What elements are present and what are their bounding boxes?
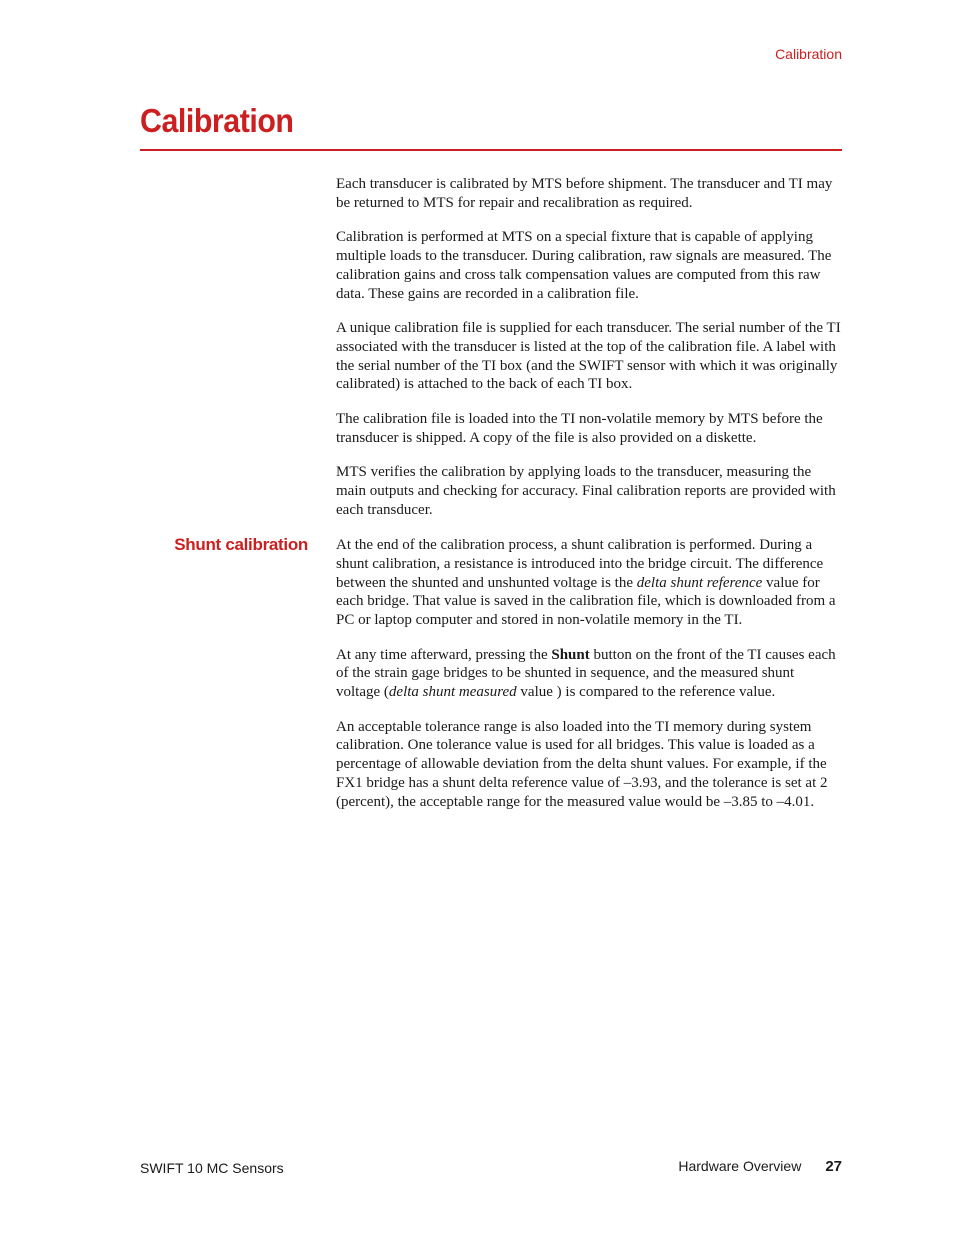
delta-shunt-measured-term: delta shunt measured [388,684,517,701]
intro-paragraph-5: MTS verifies the calibration by applying loads to the transducer, measuring the main outputs and checking for accuracy. Final calibration reports are provided with each transducer. [336,463,836,518]
page-title: Calibration [140,102,294,139]
shunt-section [336,536,842,812]
running-header: Calibration [775,46,842,62]
shunt-p1-text-a: At the end of the calibration process, a shunt calibration is performed. During a shunt calibration, a resistance is introduced into the bridge circuit. The difference between the shunted and unshunted voltage is the [336,537,824,591]
shunt-paragraph-3: An acceptable tolerance range is also loaded into the TI memory during system calibration. One tolerance value is used for all bridges. This value is loaded as a percentage of allowable deviation from the delta shunt values. For example, if the FX1 bridge has a shunt delta reference value of –3.93, and the tolerance is set at 2 (percent), the acceptable range for the measured value would be –3.85 to –4.01. [336,718,828,810]
page-number: 27 [825,1158,842,1175]
shunt-p2-text-a: At any time afterward, pressing the [336,646,552,663]
shunt-p1-text-b: value for each bridge. That value is saved in the calibration file, which is downloaded from a PC or laptop computer and stored in non-volatile memory in the TI. [336,574,836,629]
title-rule [140,149,842,151]
shunt-p2-text-b: button on the front of the TI causes each of the strain gage bridges to be shunted in sequence, and the measured shunt voltage ( [336,646,836,701]
shunt-calibration-heading: Shunt calibration [174,535,308,554]
shunt-paragraph-1 [336,536,842,630]
shunt-paragraph-2 [336,646,842,702]
intro-paragraph-2: Calibration is performed at MTS on a special fixture that is capable of applying multiple loads to the transducer. During calibration, raw signals are measured. The calibration gains and cross talk compensation values are computed from this raw data. These gains are recorded in a calibration file. [336,229,832,302]
intro-section [336,175,842,519]
shunt-p2-text-c: value ) is compared to the reference value. [516,684,776,701]
shunt-button-term: Shunt [551,646,590,663]
intro-paragraph-3: A unique calibration file is supplied for each transducer. The serial number of the TI associated with the transducer is listed at the top of the calibration file. A label with the serial number of the TI box (and the SWIFT sensor with which it was originally calibrated) is attached to the back of each TI box. [336,319,841,393]
delta-shunt-reference-term: delta shunt reference [636,574,763,591]
intro-paragraph-4: The calibration file is loaded into the TI non-volatile memory by MTS before the transducer is shipped. A copy of the file is also provided on a diskette. [336,410,823,446]
footer-doc-title: SWIFT 10 MC Sensors [140,1160,284,1176]
footer-right [678,1158,842,1175]
intro-paragraph-1: Each transducer is calibrated by MTS before shipment. The transducer and TI may be returned to MTS for repair and recalibration as required. [336,176,833,211]
footer-chapter: Hardware Overview [678,1158,802,1174]
